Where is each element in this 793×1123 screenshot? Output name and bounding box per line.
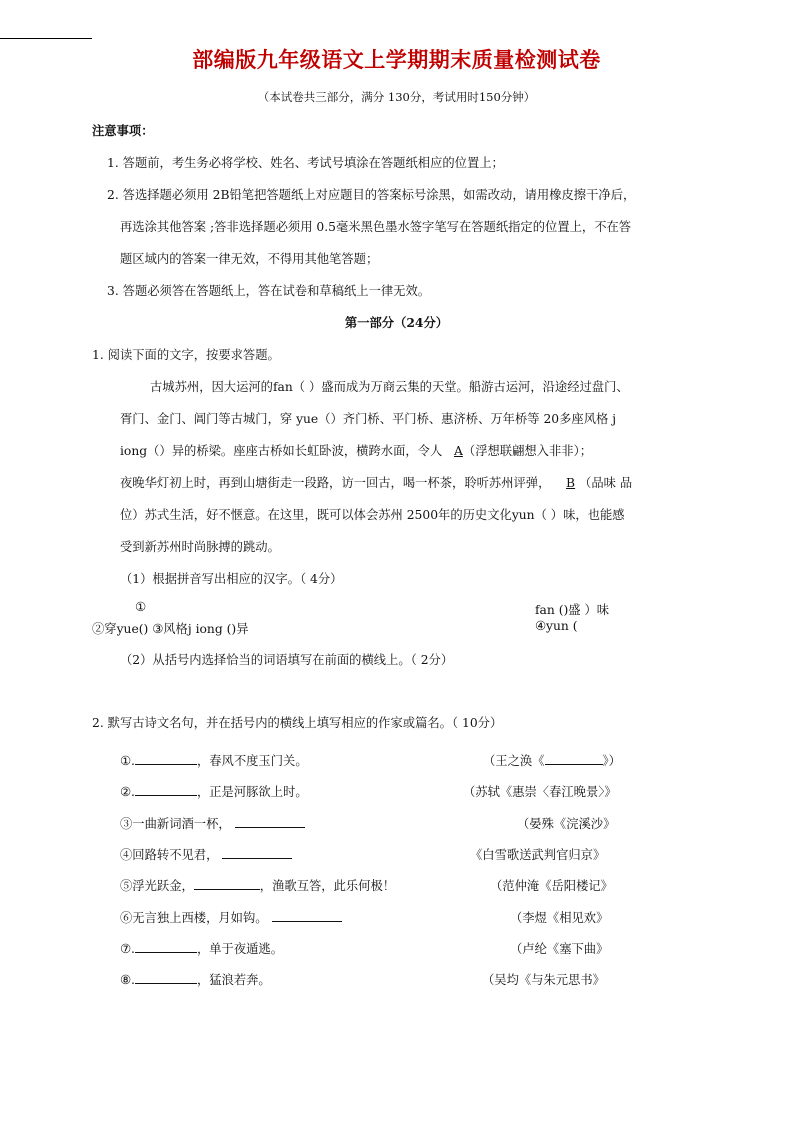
- answer-blank[interactable]: [135, 753, 197, 765]
- notice-item-1: 1. 答题前，考生务必将学校、姓名、考试号填涂在答题纸相应的位置上；: [107, 156, 504, 170]
- notice-item-2-line-3: 题区域内的答案一律无效，不得用其他笔答题；: [120, 252, 379, 266]
- notice-item-2-line-2: 再选涂其他答案 ;答非选择题必须用 0.5毫米黑色墨水签字笔写在答题纸指定的位置上，不在答: [120, 220, 632, 234]
- header-rule: [0, 38, 92, 39]
- poem-source: [463, 782, 617, 800]
- passage-line-3-text: iong（）异的桥梁。座座古桥如长虹卧波，横跨水面，令人: [120, 444, 443, 458]
- poem-source: [510, 939, 608, 957]
- line-number: ②.: [120, 785, 135, 800]
- line-text: ⑤浮光跃金，: [120, 879, 194, 894]
- passage-line-4: [120, 473, 632, 491]
- answer-yue-jiong: ②穿yue() ③风格j iong ()异: [92, 622, 249, 636]
- source-text: （晏殊《浣溪沙》: [517, 816, 616, 831]
- passage-line-2: 胥门、金门、阊门等古城门，穿 yue（）齐门桥、平门桥、惠济桥、万年桥等 20多座风格 j: [120, 412, 617, 426]
- notice-item-3: 3. 答题必须答在答题纸上，答在试卷和草稿纸上一律无效。: [107, 284, 431, 298]
- passage-line-6: 受到新苏州时尚脉搏的跳动。: [120, 540, 280, 554]
- source-text: （李煜《相见欢》: [510, 910, 609, 925]
- source-text-end: 》）: [602, 754, 621, 768]
- answer-blank[interactable]: [272, 910, 342, 922]
- poem-line: [120, 782, 308, 800]
- source-text: （吴均《与朱元思书》: [482, 973, 605, 988]
- line-number: ①.: [120, 754, 135, 768]
- answer-blank[interactable]: [135, 784, 197, 796]
- passage-line-4-text: 夜晚华灯初上时，再到山塘街走一段路，访一回古，喝一杯茶，聆听苏州评弹，: [120, 476, 551, 490]
- passage-line-3: [120, 441, 592, 459]
- source-text: （苏轼《惠崇〈春江晚景〉》: [463, 785, 617, 800]
- line-text: ，正是河豚欲上时。: [196, 785, 308, 800]
- line-number: ⑧.: [120, 973, 135, 988]
- question-1-intro: 1. 阅读下面的文字，按要求答题。: [92, 348, 280, 362]
- poem-line: [120, 970, 271, 988]
- source-text: 《白雪歌送武判官归京》: [470, 847, 606, 862]
- line-number: ⑦.: [120, 941, 135, 956]
- line-text: ③一曲新词酒一杯，: [120, 816, 231, 831]
- answer-blank[interactable]: [235, 816, 305, 828]
- poem-source: [490, 876, 613, 894]
- line-text: ，单于夜遁逃。: [196, 941, 284, 956]
- sub-question-1: （1）根据拼音写出相应的汉字。（ 4分）: [120, 572, 343, 586]
- notice-heading: 注意事项：: [92, 123, 154, 138]
- line-text: ，春风不度玉门关。: [196, 754, 308, 768]
- poem-source: [517, 814, 615, 832]
- poem-line: [120, 751, 308, 769]
- poem-source: [510, 908, 608, 926]
- part-one-heading: 第一部分（24分）: [344, 315, 449, 330]
- passage-line-3-choice: （浮想联翩想入非非）；: [462, 444, 593, 458]
- passage-line-4-choice: （品味 品: [579, 476, 633, 490]
- poem-line: [120, 876, 395, 894]
- answer-blank[interactable]: [222, 847, 292, 859]
- poem-source: [483, 751, 621, 769]
- source-text: （范仲淹《岳阳楼记》: [490, 879, 613, 894]
- poem-source: [470, 845, 605, 863]
- answer-marker-1: ①: [135, 600, 147, 614]
- answer-blank[interactable]: [135, 941, 197, 953]
- answer-blank[interactable]: [194, 878, 260, 890]
- line-text: ⑥无言独上西楼，月如钩。: [120, 910, 268, 925]
- blank-marker-b: B: [566, 476, 576, 490]
- line-text: ④回路转不见君，: [120, 847, 219, 862]
- exam-info: （本试卷共三部分，满分 130分，考试用时150分钟）: [257, 90, 536, 104]
- line-text-after: ，渔歌互答，此乐何极！: [259, 879, 396, 894]
- line-text: ，猛浪若奔。: [196, 973, 271, 988]
- poem-line: [120, 939, 283, 957]
- source-text: （卢纶《塞下曲》: [510, 941, 609, 956]
- answer-blank[interactable]: [545, 753, 603, 765]
- notice-item-2-line-1: 2. 答选择题必须用 2B铅笔把答题纸上对应题目的答案标号涂黑，如需改动，请用橡皮擦干净后，: [107, 188, 636, 202]
- answer-fan: fan ()盛 ）味: [535, 603, 610, 617]
- passage-line-5: 位）苏式生活，好不惬意。在这里，既可以体会苏州 2500年的历史文化yun（ ）味，也能感: [120, 508, 625, 522]
- answer-blank[interactable]: [135, 972, 197, 984]
- source-text: （王之涣《: [483, 754, 545, 768]
- answer-yun: ④yun (: [535, 619, 578, 633]
- poem-source: [482, 970, 605, 988]
- passage-line-1: 古城苏州，因大运河的fan（ ）盛而成为万商云集的天堂。船游古运河，沿途经过盘门、: [150, 380, 629, 394]
- question-2-intro: 2. 默写古诗文名句，并在括号内的横线上填写相应的作家或篇名。（ 10分）: [92, 716, 503, 730]
- poem-line: [120, 814, 305, 832]
- blank-marker-a: A: [454, 444, 463, 458]
- poem-line: [120, 908, 342, 926]
- sub-question-2: （2）从括号内选择恰当的词语填写在前面的横线上。（ 2分）: [120, 653, 454, 667]
- page-title: 部编版九年级语文上学期期末质量检测试卷: [192, 47, 601, 72]
- poem-line: [120, 845, 292, 863]
